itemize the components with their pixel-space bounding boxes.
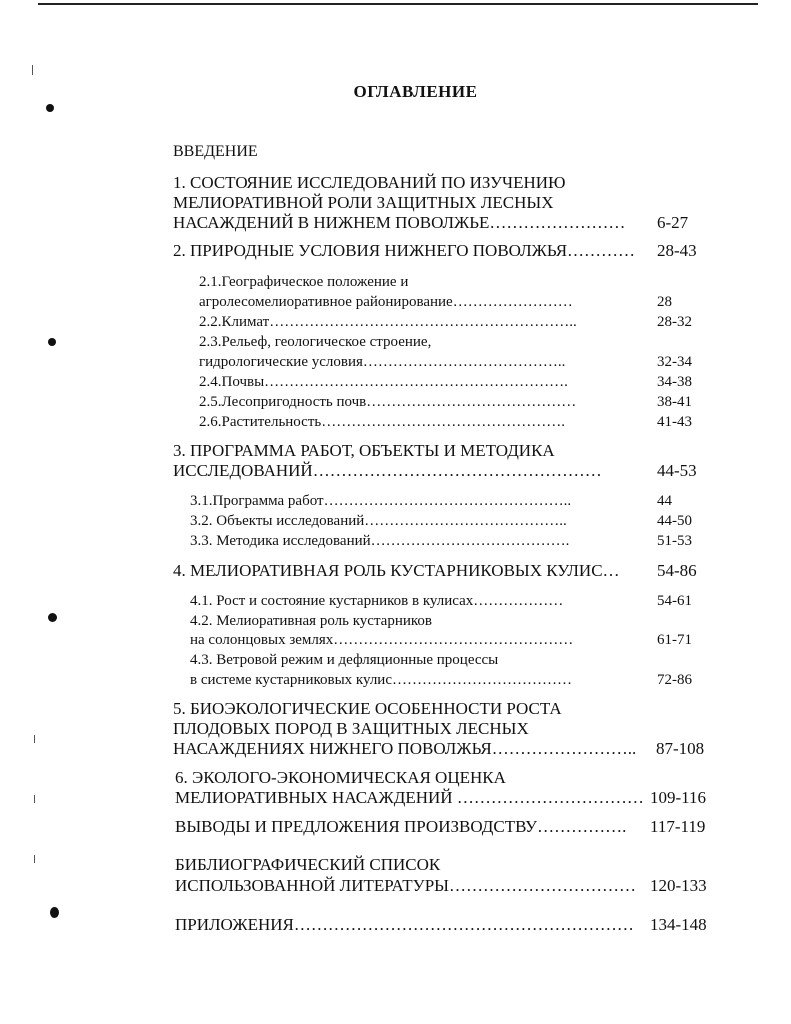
toc-s6-line2: МЕЛИОРАТИВНЫХ НАСАЖДЕНИЙ …………………………… [175, 788, 644, 807]
toc-biblio-line2: ИСПОЛЬЗОВАННОЙ ЛИТЕРАТУРЫ…………………………… [175, 876, 637, 895]
toc-s2-1-line2: агролесомелиоративное районирование…………………… [199, 294, 573, 310]
toc-s3-page: 44-53 [657, 461, 697, 480]
toc-s4: 4. МЕЛИОРАТИВНАЯ РОЛЬ КУСТАРНИКОВЫХ КУЛИС… [173, 561, 620, 580]
page-title: ОГЛАВЛЕНИЕ [353, 82, 478, 101]
toc-s2-3-page: 32-34 [657, 354, 692, 370]
toc-s3-2-page: 44-50 [657, 513, 692, 529]
toc-s1-line2: МЕЛИОРАТИВНОЙ РОЛИ ЗАЩИТНЫХ ЛЕСНЫХ [173, 193, 554, 212]
toc-s5-line3: НАСАЖДЕНИЯХ НИЖНЕГО ПОВОЛЖЬЯ…………………….. [173, 739, 637, 758]
toc-biblio-line1: БИБЛИОГРАФИЧЕСКИЙ СПИСОК [175, 855, 441, 874]
toc-s2-4: 2.4.Почвы……………………………………………………. [199, 374, 568, 390]
toc-s2-3-line1: 2.3.Рельеф, геологическое строение, [199, 334, 432, 350]
toc-s5-line1: 5. БИОЭКОЛОГИЧЕСКИЕ ОСОБЕННОСТИ РОСТА [173, 699, 562, 718]
scan-mark [50, 907, 59, 918]
toc-s4-2-line2: на солонцовых землях………………………………………… [190, 632, 574, 648]
toc-s4-3-page: 72-86 [657, 672, 692, 688]
toc-s2-4-page: 34-38 [657, 374, 692, 390]
toc-appendices: ПРИЛОЖЕНИЯ…………………………………………………… [175, 915, 634, 934]
toc-s3-line2: ИССЛЕДОВАНИЙ…………………………………………… [173, 461, 602, 480]
toc-s2: 2. ПРИРОДНЫЕ УСЛОВИЯ НИЖНЕГО ПОВОЛЖЬЯ………… [173, 241, 636, 260]
toc-s1-line3: НАСАЖДЕНИЙ В НИЖНЕМ ПОВОЛЖЬЕ…………………… [173, 213, 626, 232]
toc-s2-2: 2.2.Климат…………………………………………………….. [199, 314, 577, 330]
toc-biblio-page: 120-133 [650, 876, 707, 895]
toc-s4-2-line1: 4.2. Мелиоративная роль кустарников [190, 613, 432, 629]
toc-conclusions-page: 117-119 [650, 817, 706, 836]
toc-s4-3-line2: в системе кустарниковых кулис……………………………… [190, 672, 572, 688]
toc-s2-3-line2: гидрологические условия………………………………….. [199, 354, 566, 370]
toc-s2-6-page: 41-43 [657, 414, 692, 430]
toc-s2-2-page: 28-32 [657, 314, 692, 330]
scan-tick [34, 855, 35, 863]
toc-intro: ВВЕДЕНИЕ [173, 143, 258, 160]
toc-s2-1-page: 28 [657, 294, 672, 310]
scan-mark [46, 104, 54, 112]
toc-appendices-page: 134-148 [650, 915, 707, 934]
toc-s4-3-line1: 4.3. Ветровой режим и дефляционные процессы [190, 652, 499, 668]
toc-s4-page: 54-86 [657, 561, 697, 580]
toc-s2-5: 2.5.Лесопригодность почв…………………………………… [199, 394, 577, 410]
top-rule [38, 3, 758, 5]
toc-s1-page: 6-27 [657, 213, 689, 232]
toc-s3-3-page: 51-53 [657, 533, 692, 549]
toc-s3-3: 3.3. Методика исследований…………………………………. [190, 533, 570, 549]
toc-conclusions: ВЫВОДЫ И ПРЕДЛОЖЕНИЯ ПРОИЗВОДСТВУ……………. [175, 817, 627, 836]
toc-s3-1: 3.1.Программа работ………………………………………….. [190, 493, 572, 509]
scan-mark [48, 613, 57, 622]
scan-mark [48, 338, 56, 346]
toc-s1-line1: 1. СОСТОЯНИЕ ИССЛЕДОВАНИЙ ПО ИЗУЧЕНИЮ [173, 173, 566, 192]
toc-s3-1-page: 44 [657, 493, 672, 509]
toc-s4-1: 4.1. Рост и состояние кустарников в кулисах……………… [190, 593, 564, 609]
scan-tick [32, 65, 33, 75]
toc-s4-1-page: 54-61 [657, 593, 692, 609]
scan-tick [34, 735, 35, 743]
toc-s2-1-line1: 2.1.Географическое положение и [199, 274, 409, 290]
toc-s3-2: 3.2. Объекты исследований………………………………….. [190, 513, 567, 529]
toc-s2-6: 2.6.Растительность…………………………………………. [199, 414, 565, 430]
toc-s2-5-page: 38-41 [657, 394, 692, 410]
scan-tick [34, 795, 35, 803]
toc-s2-page: 28-43 [657, 241, 697, 260]
toc-s5-page: 87-108 [656, 739, 705, 758]
toc-s3-line1: 3. ПРОГРАММА РАБОТ, ОБЪЕКТЫ И МЕТОДИКА [173, 441, 555, 460]
toc-s5-line2: ПЛОДОВЫХ ПОРОД В ЗАЩИТНЫХ ЛЕСНЫХ [173, 719, 529, 738]
toc-s6-line1: 6. ЭКОЛОГО-ЭКОНОМИЧЕСКАЯ ОЦЕНКА [175, 768, 506, 787]
toc-s4-2-page: 61-71 [657, 632, 692, 648]
toc-s6-page: 109-116 [650, 788, 707, 807]
